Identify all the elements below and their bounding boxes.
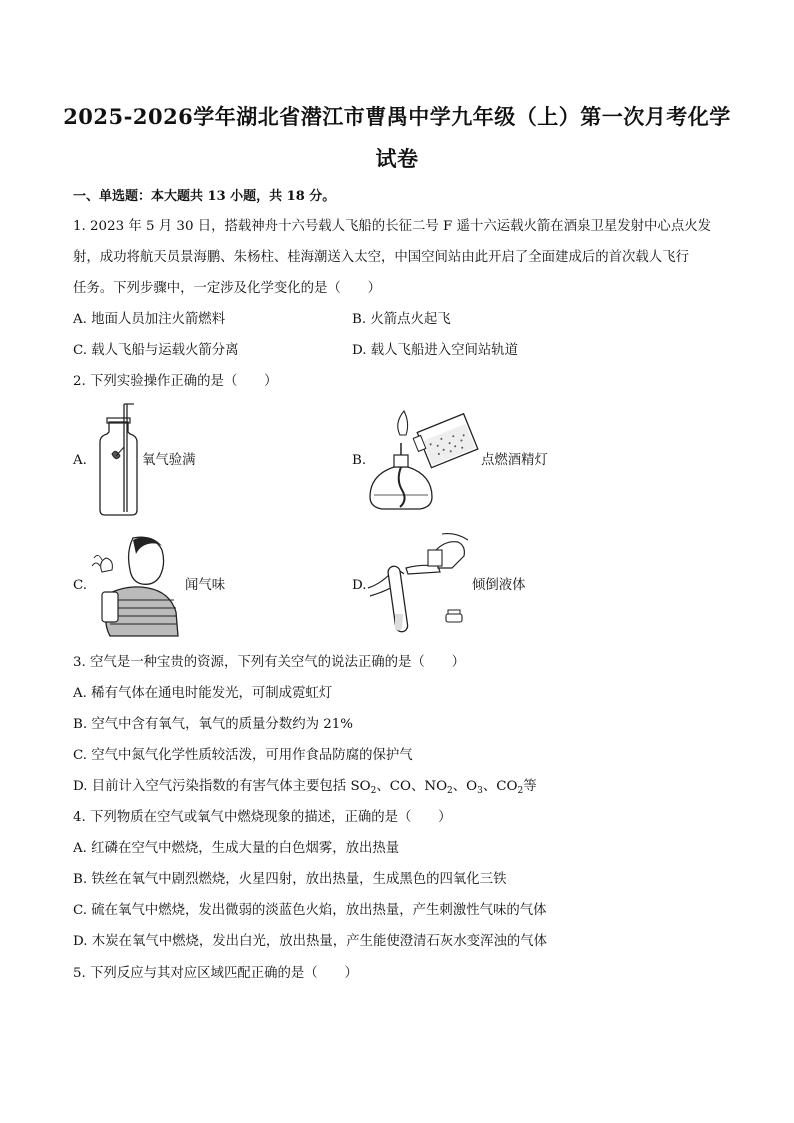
q1-option-b: B. 火箭点火起飞 xyxy=(352,312,451,327)
q5-stem: 5. 下列反应与其对应区域匹配正确的是（ ） xyxy=(73,966,358,981)
q4-option-c: C. 硫在氧气中燃烧，发出微弱的淡蓝色火焰，放出热量，产生刺激性气味的气体 xyxy=(73,903,547,918)
q1-stem-line3: 任务。下列步骤中，一定涉及化学变化的是（ ） xyxy=(73,281,381,296)
q2-option-d-label: 倾倒液体 xyxy=(472,578,526,593)
q4-option-b: B. 铁丝在氧气中剧烈燃烧，火星四射，放出热量，生成黑色的四氧化三铁 xyxy=(73,872,507,887)
q2-option-a-label: 氧气验满 xyxy=(142,453,196,468)
q2-option-d-letter: D. xyxy=(352,578,367,593)
q3-option-d: D. 目前计入空气污染指数的有害气体主要包括 $SO_2$、CO、$NO_2$、$O_3$、$CO_2$等 xyxy=(73,779,537,796)
alcohol-lamp-figure xyxy=(364,405,479,515)
smelling-gas-figure xyxy=(88,532,183,637)
q3-option-b: B. 空气中含有氧气，氧气的质量分数约为 21% xyxy=(73,717,354,732)
oxygen-bottle-test-figure xyxy=(92,402,142,517)
page-title: 2025-2026学年湖北省潜江市曹禺中学九年级（上）第一次月考化学 xyxy=(63,104,731,129)
pouring-liquid-figure xyxy=(366,530,471,638)
q3-stem: 3. 空气是一种宝贵的资源，下列有关空气的说法正确的是（ ） xyxy=(73,655,465,670)
q3-option-a: A. 稀有气体在通电时能发光，可制成霓虹灯 xyxy=(73,686,333,701)
q4-option-d: D. 木炭在氧气中燃烧，发出白光，放出热量，产生能使澄清石灰水变浑浊的气体 xyxy=(73,934,548,949)
q2-option-c-letter: C. xyxy=(73,578,88,593)
q2-stem: 2. 下列实验操作正确的是（ ） xyxy=(73,374,278,389)
q2-option-a-letter: A. xyxy=(73,453,87,468)
page-title-continued: 试卷 xyxy=(375,146,419,171)
q1-stem-line1: 1. 2023 年 5 月 30 日，搭载神舟十六号载人飞船的长征二号 F 遥十六运载火箭在酒泉卫星发射中心点火发 xyxy=(73,219,711,234)
q2-option-b-label: 点燃酒精灯 xyxy=(481,453,548,468)
q1-option-a: A. 地面人员加注火箭燃料 xyxy=(73,312,226,327)
q4-option-a: A. 红磷在空气中燃烧，生成大量的白色烟雾，放出热量 xyxy=(73,841,400,856)
q1-option-c: C. 载人飞船与运载火箭分离 xyxy=(73,343,239,358)
q3-option-c: C. 空气中氮气化学性质较活泼，可用作食品防腐的保护气 xyxy=(73,748,413,763)
q2-option-c-label: 闻气味 xyxy=(185,578,226,593)
q1-stem-line2: 射，成功将航天员景海鹏、朱杨柱、桂海潮送入太空，中国空间站由此开启了全面建成后的首次载人飞行 xyxy=(73,250,689,265)
q4-stem: 4. 下列物质在空气或氧气中燃烧现象的描述，正确的是（ ） xyxy=(73,810,452,825)
section-heading: 一、单选题：本大题共 13 小题，共 18 分。 xyxy=(73,189,336,204)
q1-option-d: D. 载人飞船进入空间站轨道 xyxy=(352,343,519,358)
q2-option-b-letter: B. xyxy=(352,453,367,468)
